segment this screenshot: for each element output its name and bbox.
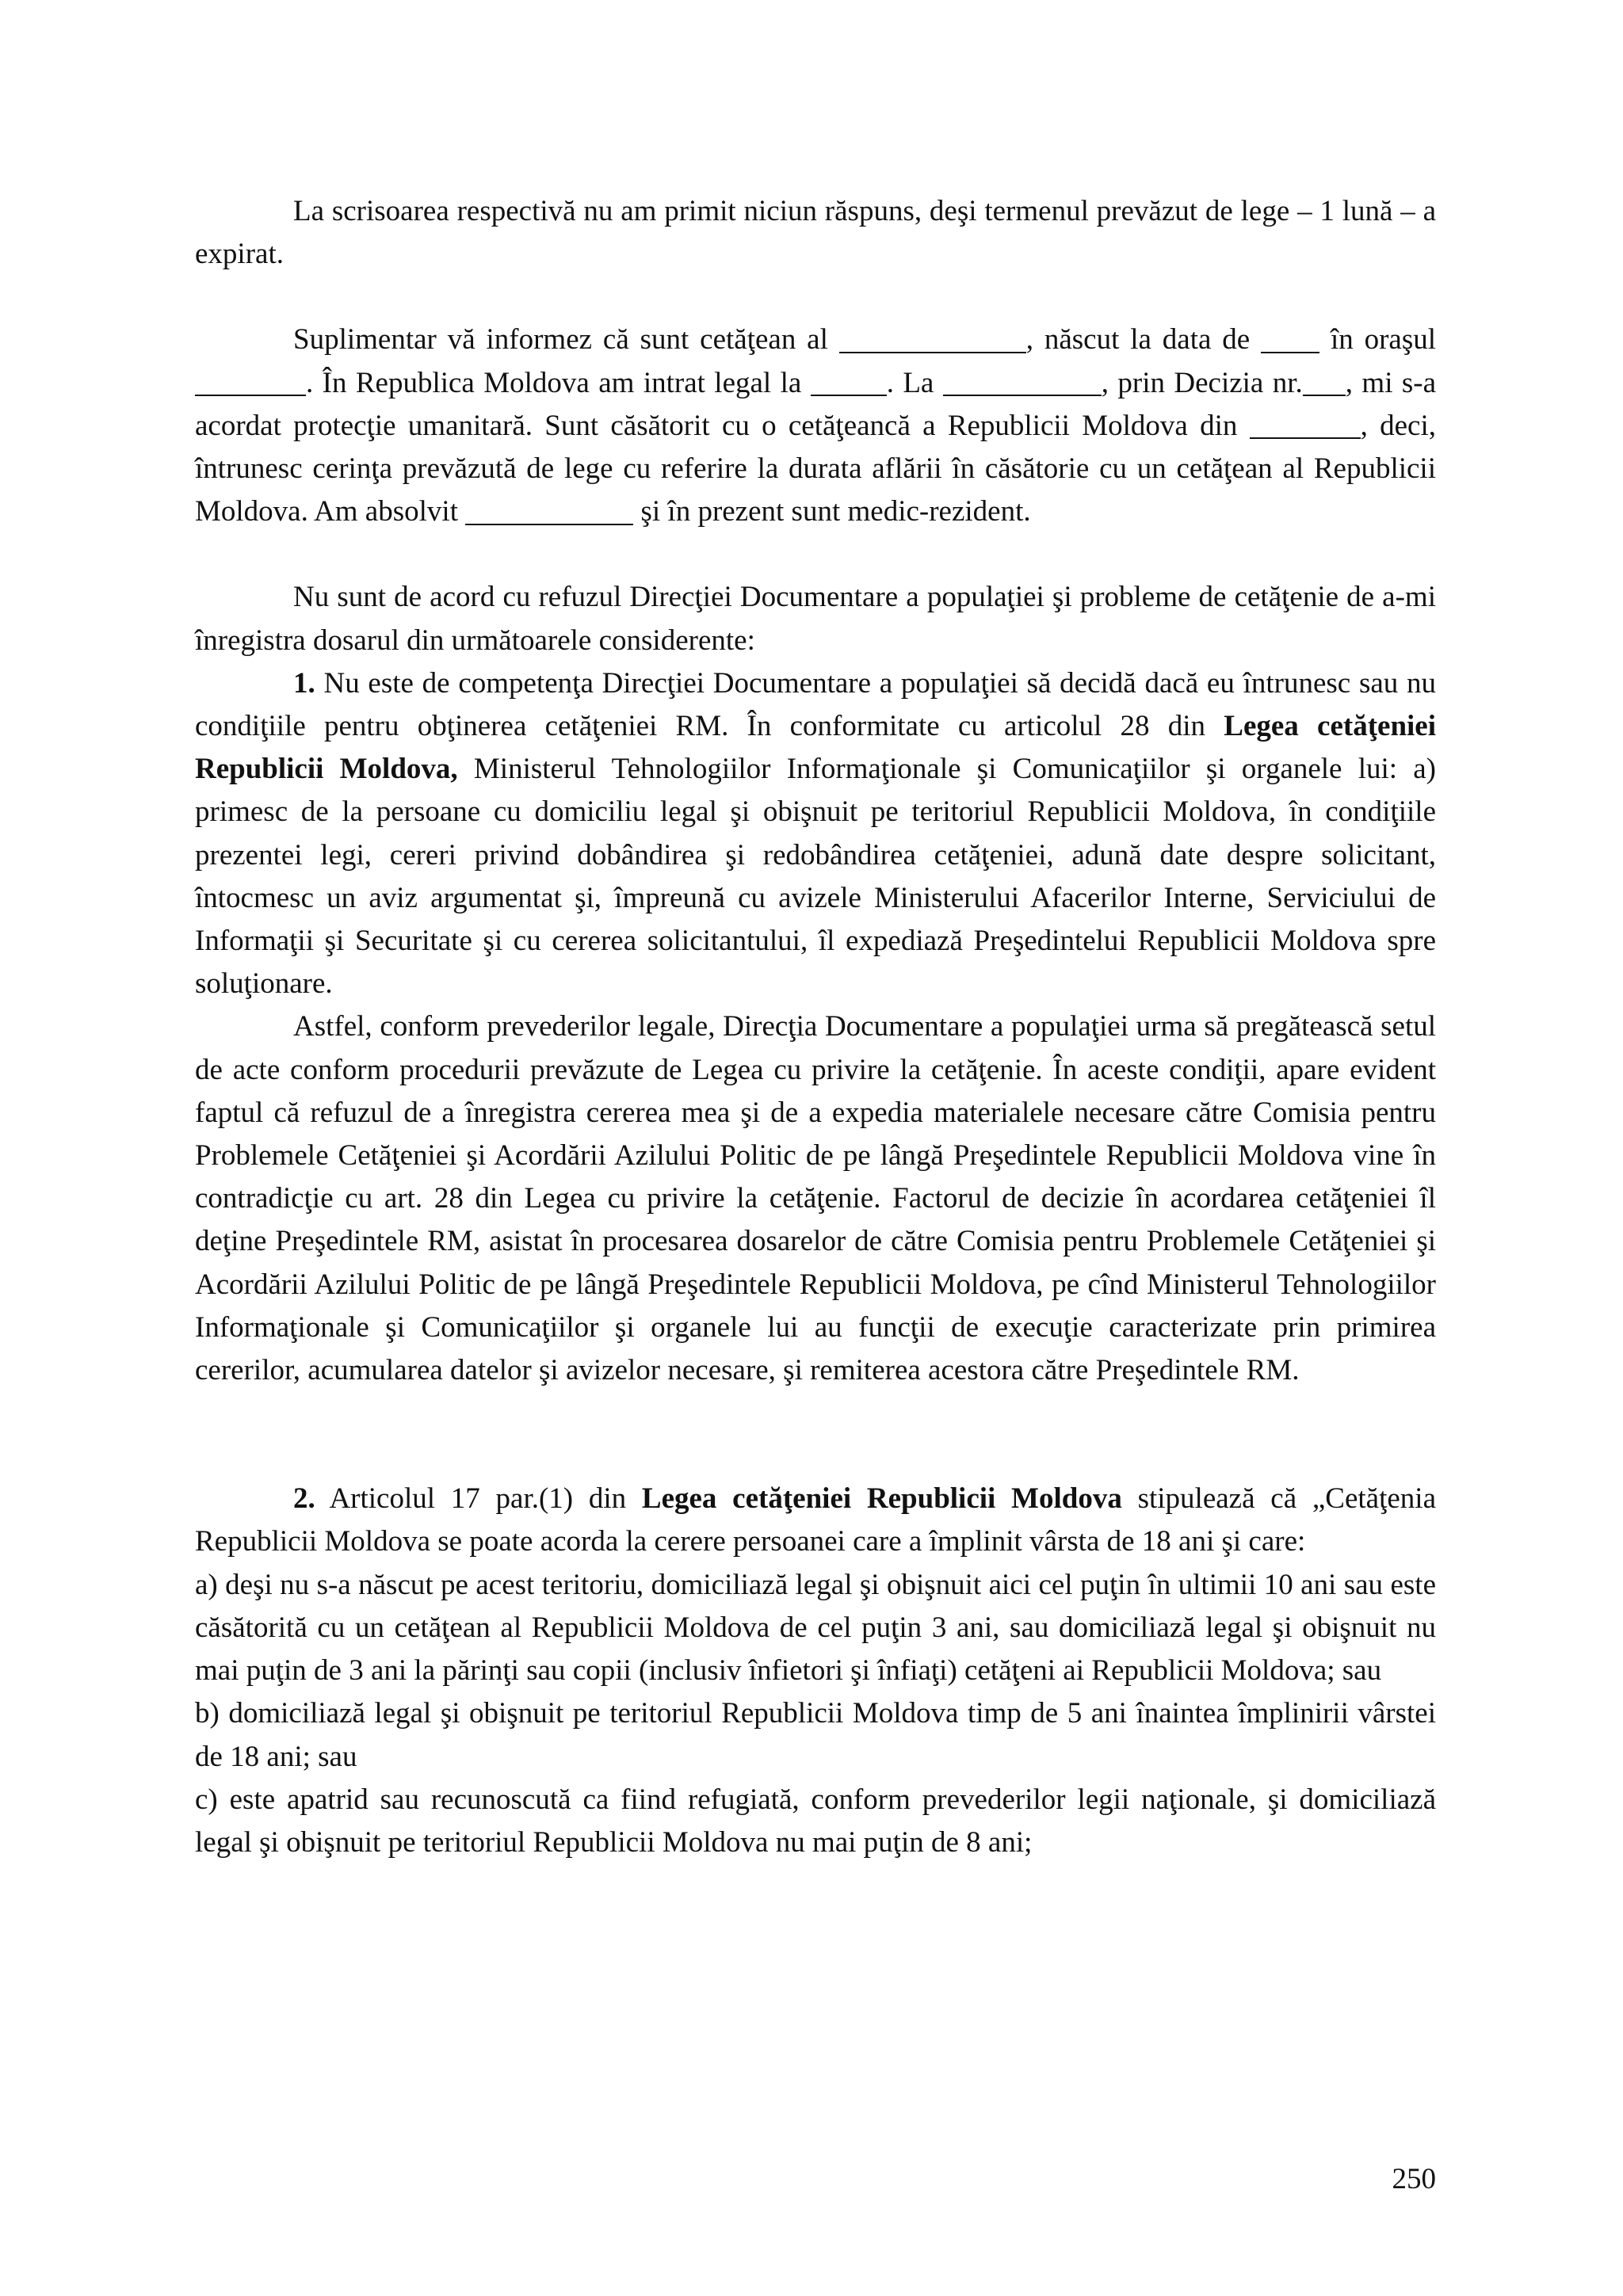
text-run: , născut la data de bbox=[1025, 323, 1262, 357]
list-item-c: c) este apatrid sau recunoscută ca fiind refugiată, conform prevederilor legii naţionale, şi domiciliază legal şi obişnuit pe teritoriul Republicii Moldova nu mai puţin de 8 ani; bbox=[195, 1783, 1436, 1859]
blank-graduated-from bbox=[465, 496, 633, 525]
blank-entry-date bbox=[811, 367, 887, 396]
page-number: 250 bbox=[1392, 2163, 1436, 2195]
paragraph-no-response: La scrisoarea respectivă nu am primit niciun răspuns, deşi termenul prevăzut de lege – 1 lună – a expirat. bbox=[195, 195, 1436, 271]
blank-birth-date bbox=[1261, 324, 1319, 353]
point-number: 1. bbox=[293, 666, 315, 700]
text-run: stipulează că „Cetăţenia Republicii Moldova se poate acorda la cerere persoanei care a împlinit vârsta de 18 ani şi care: bbox=[195, 1482, 1436, 1558]
page-body bbox=[195, 190, 1436, 1864]
paragraph-personal-details bbox=[195, 318, 1436, 533]
paragraph-point-2 bbox=[195, 1478, 1436, 1563]
text-run: în oraşul bbox=[1319, 323, 1436, 357]
law-title: Legea cetăţeniei Republicii Moldova, bbox=[195, 710, 1436, 786]
text-run: Nu este de competenţa Direcţiei Documentare a populaţiei să decidă dacă eu întrunesc sau nu condiţiile pentru obţinerea cetăţeniei RM. În conformitate cu articolul 28 din bbox=[195, 666, 1436, 743]
point-number: 2. bbox=[293, 1482, 315, 1516]
blank-birth-city bbox=[195, 367, 306, 396]
text-run: şi în prezent sunt medic-rezident. bbox=[633, 495, 1031, 528]
paragraph-disagreement: Nu sunt de acord cu refuzul Direcţiei Documentare a populaţiei şi probleme de cetăţenie de a-mi înregistra dosarul din următoarele considerente: bbox=[195, 581, 1436, 657]
paragraph-point-1 bbox=[195, 662, 1436, 1006]
text-run: Suplimentar vă informez că sunt cetăţean al bbox=[293, 323, 839, 357]
paragraph-legal-provisions: Astfel, conform prevederilor legale, Direcţia Documentare a populaţiei urma să pregătească setul de acte conform procedurii prevăzute de Legea cu privire la cetăţenie. În aceste condiţii, apare evident faptul că refuzul de a înregistra cererea mea şi de a expedia materialele necesare către Comisia pentru Problemele Cetăţeniei şi Acordării Azilului Politic de pe lângă Preşedintele Republicii Moldova vine în contradicţie cu art. 28 din Legea cu privire la cetăţenie. Factorul de decizie în acordarea cetăţeniei îl deţine Preşedintele RM, asistat în procesarea dosarelor de către Comisia pentru Problemele Cetăţeniei şi Acordării Azilului Politic de pe lângă Preşedintele Republicii Moldova, pe cînd Ministerul Tehnologiilor Informaţionale şi Comunicaţiilor şi organele lui au funcţii de execuţie caracterizate prin primirea cererilor, acumularea datelor şi avizelor necesare, şi remiterea acestora către Preşedintele RM. bbox=[195, 1010, 1436, 1387]
blank-citizenship bbox=[839, 324, 1026, 353]
text-run: . În Republica Moldova am intrat legal la bbox=[306, 366, 811, 399]
list-item-a: a) deşi nu s-a născut pe acest teritoriu, domiciliază legal şi obişnuit aici cel puţin în ultimii 10 ani sau este căsătorită cu un cetăţean al Republicii Moldova de cel puţin 3 ani, sau domiciliază legal şi obişnuit nu mai puţin de 3 ani la părinţi sau copii (inclusiv înfietori şi înfiaţi) cetăţeni ai Republicii Moldova; sau bbox=[195, 1568, 1436, 1688]
text-run: , mi s-a acordat protecţie umanitară. Sunt căsătorit cu o cetăţeancă a Republicii Moldova din bbox=[195, 366, 1437, 442]
text-run: Ministerul Tehnologiilor Informaţionale şi Comunicaţiilor şi organele lui: a) primesc de la persoane cu domiciliu legal şi obişnuit pe teritoriul Republicii Moldova, în condiţiile prezentei legi, cereri privind dobândirea şi redobândirea cetăţeniei, adună date despre solicitant, întocmesc un aviz argumentat şi, împreună cu avizele Ministerului Afacerilor Interne, Serviciului de Informaţii şi Securitate şi cu cererea solicitantului, îl expediază Preşedintelui Republicii Moldova spre soluţionare. bbox=[195, 753, 1436, 1001]
blank-decision-number bbox=[1303, 367, 1346, 396]
list-item-b: b) domiciliază legal şi obişnuit pe teritoriul Republicii Moldova timp de 5 ani înaintea împlinirii vârstei de 18 ani; sau bbox=[195, 1697, 1436, 1773]
text-run: , deci, întrunesc cerinţa prevăzută de lege cu referire la durata aflării în căsătorie cu un cetăţean al Republicii Moldova. Am absolvit bbox=[195, 409, 1437, 528]
law-title: Legea cetăţeniei Republicii Moldova bbox=[641, 1482, 1122, 1516]
text-run: . La bbox=[886, 366, 943, 399]
text-run: Articolul 17 par.(1) din bbox=[315, 1482, 642, 1516]
blank-marriage-date bbox=[1250, 410, 1361, 439]
blank-decision-date bbox=[943, 367, 1102, 396]
text-run: , prin Decizia nr. bbox=[1101, 366, 1303, 399]
